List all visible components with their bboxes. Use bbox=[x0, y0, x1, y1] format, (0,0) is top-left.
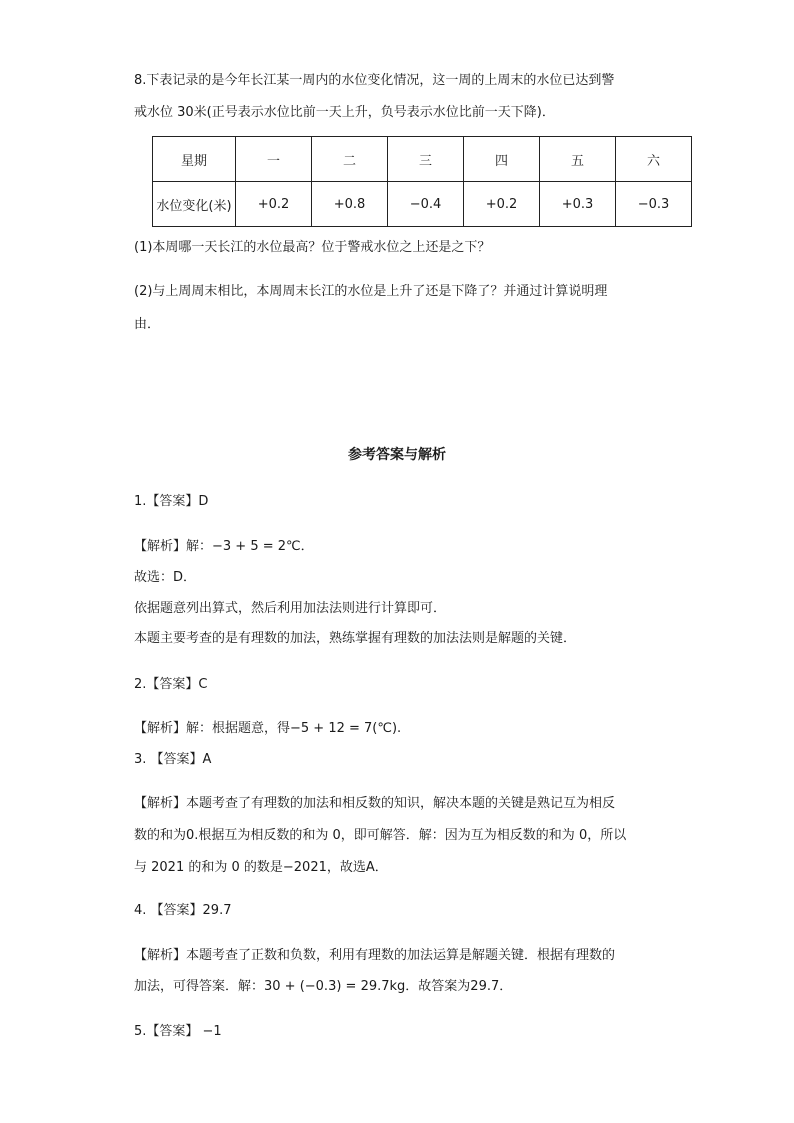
table-header-cell: 五 bbox=[540, 137, 616, 182]
q8-line2: 戒水位 30米(正号表示水位比前一天上升，负号表示水位比前一天下降)． bbox=[134, 105, 555, 120]
answer-1-explanation-2: 故选：D． bbox=[134, 570, 197, 585]
table-header-cell: 三 bbox=[388, 137, 464, 182]
table-cell: +0.3 bbox=[540, 182, 616, 227]
q8-sub2-line1: (2)与上周周末相比，本周周末长江的水位是上升了还是下降了？并通过计算说明理 bbox=[134, 284, 608, 299]
table-cell: +0.2 bbox=[464, 182, 540, 227]
answer-4-explanation-1: 【解析】本题考查了正数和负数，利用有理数的加法运算是解题关键．根据有理数的 bbox=[134, 948, 616, 963]
answer-4-explanation-2: 加法，可得答案．解：30 + (−0.3) = 29.7kg．故答案为29.7． bbox=[134, 979, 513, 994]
table-header-cell: 一 bbox=[236, 137, 312, 182]
answer-2: 2.【答案】C bbox=[134, 677, 208, 692]
answer-5: 5.【答案】 −1 bbox=[134, 1024, 222, 1039]
table-header-cell: 四 bbox=[464, 137, 540, 182]
answer-2-explanation-1: 【解析】解：根据题意，得−5 + 12 = 7(℃). bbox=[134, 721, 402, 736]
table-row bbox=[153, 137, 692, 182]
answer-3: 3. 【答案】A bbox=[134, 752, 212, 767]
q8-line1: 8.下表记录的是今年长江某一周内的水位变化情况，这一周的上周末的水位已达到警 bbox=[134, 73, 615, 88]
table-header-cell: 星期 bbox=[153, 137, 236, 182]
answer-1: 1.【答案】D bbox=[134, 494, 209, 509]
q8-sub2-line2: 由． bbox=[134, 317, 161, 332]
water-level-table bbox=[152, 136, 692, 227]
table-header-cell: 六 bbox=[616, 137, 692, 182]
answer-3-explanation-2: 数的和为0.根据互为相反数的和为 0，即可解答．解：因为互为相反数的和为 0，所以 bbox=[134, 828, 627, 843]
answer-1-explanation-3: 依据题意列出算式，然后利用加法法则进行计算即可． bbox=[134, 601, 447, 616]
table-cell: +0.2 bbox=[236, 182, 312, 227]
answer-1-explanation-1: 【解析】解：−3 + 5 = 2℃． bbox=[134, 539, 314, 554]
table-header-cell: 二 bbox=[312, 137, 388, 182]
q8-sub1: (1)本周哪一天长江的水位最高？位于警戒水位之上还是之下？ bbox=[134, 240, 491, 255]
table-row bbox=[153, 182, 692, 227]
answer-1-explanation-4: 本题主要考查的是有理数的加法，熟练掌握有理数的加法法则是解题的关键． bbox=[134, 631, 577, 646]
answer-3-explanation-3: 与 2021 的和为 0 的数是−2021，故选A． bbox=[134, 860, 388, 875]
answer-4: 4. 【答案】29.7 bbox=[134, 903, 232, 918]
table-cell: −0.4 bbox=[388, 182, 464, 227]
table-row-label: 水位变化(米) bbox=[153, 182, 236, 227]
answer-3-explanation-1: 【解析】本题考查了有理数的加法和相反数的知识，解决本题的关键是熟记互为相反 bbox=[134, 796, 616, 811]
table-cell: −0.3 bbox=[616, 182, 692, 227]
answers-title: 参考答案与解析 bbox=[348, 447, 446, 463]
table-cell: +0.8 bbox=[312, 182, 388, 227]
